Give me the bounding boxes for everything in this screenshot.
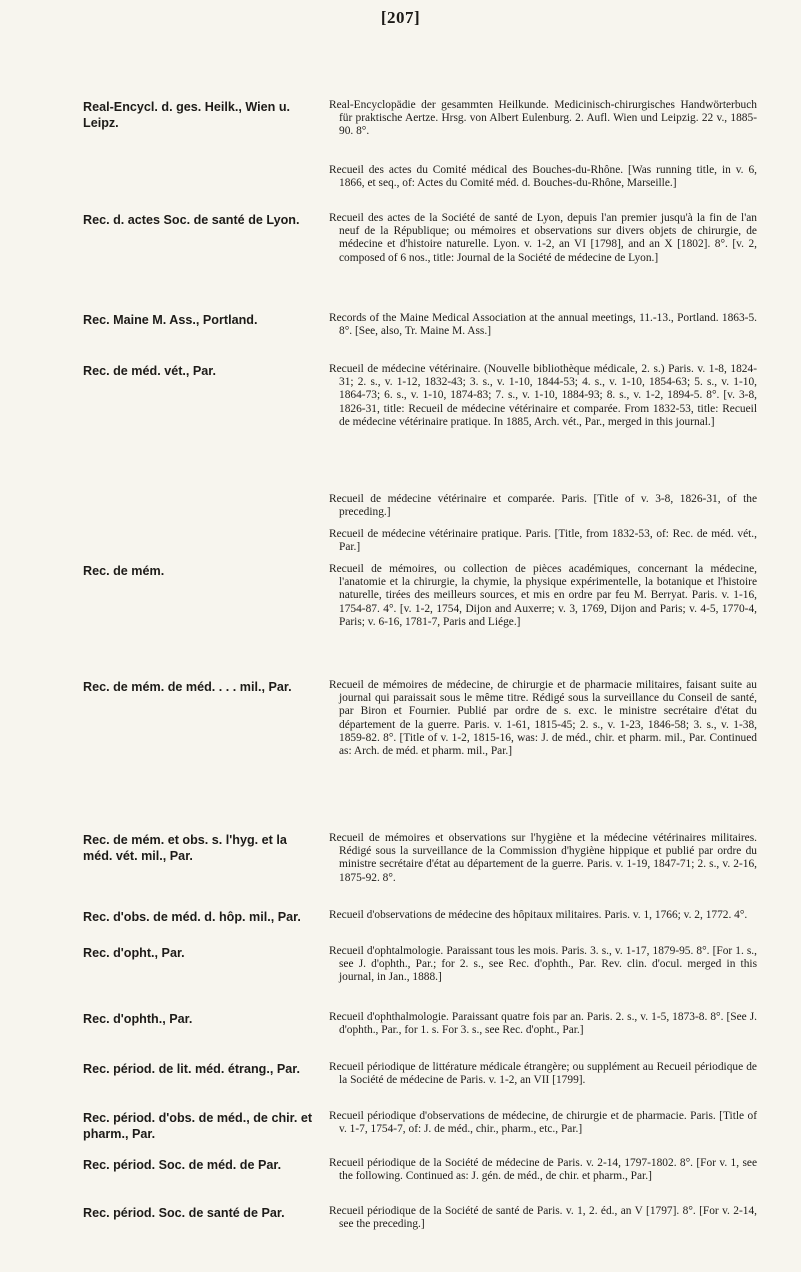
entry-text: Records of the Maine Medical Association at the annual meetings, 11.-13., Portland. 1863-5. 8°. [See, also, Tr. Maine M. Ass.] <box>329 312 757 338</box>
entry-abbreviation: Rec. périod. Soc. de méd. de Par. <box>83 1158 282 1172</box>
entry-text: Recueil de mémoires de médecine, de chirurgie et de pharmacie militaires, faisant suite au journal qui paraissait sous le même titre. Rédigé sous la surveillance du Conseil de santé, par Biron et Fournier. Publié par ordre de s. exc. le ministre secrétaire d'état du département de la guerre. Paris. v. 1-61, 1815-45; 2. s., v. 1-23, 1846-58; 3. s., v. 1-38, 1859-82. 8°. [Title of v. 1-2, 1815-16, was: J. de méd., chir. et pharm. mil., Par. Continued as: Arch. de méd. et pharm. mil., Par.] <box>329 679 757 758</box>
entry-text: Recueil de médecine vétérinaire. (Nouvelle bibliothèque médicale, 2. s.) Paris. v. 1-8, 1824-31; 2. s., v. 1-12, 1832-43; 3. s., v. 1-10, 1844-53; 4. s., v. 1-10, 1854-63; 5. s., v. 1-10, 1864-73; 6. s., v. 1-10, 1874-83; 7. s., v. 1-10, 1884-93; 8. s., v. 1-2, 1894-5. 8°. [v. 3-8, 1826-31, title: Recueil de médecine vétérinaire et comparée. From 1832-53, title: Recueil de médecine vétérinaire pratique. In 1885, Arch. vét., Par., merged in this journal.] <box>329 363 757 428</box>
entry-text: Recueil d'ophtalmologie. Paraissant tous les mois. Paris. 3. s., v. 1-17, 1879-95. 8°. [For 1. s., see J. d'ophth., Par.; for 2. s., see Rec. d'ophth., Par. Rev. clin. d'ocul. merged in this journal, in Jan., 1888.] <box>329 945 757 984</box>
entry-text: Recueil de mémoires et observations sur l'hygiène et la médecine vétérinaires militaires. Rédigé sous la surveillance de la Commission d'hygiène hippique et publié par ordre du ministre secrétaire d'état au département de la guerre. Paris. v. 1-19, 1847-71; 2. s., v. 2-16, 1875-92. 8°. <box>329 832 757 884</box>
entry-abbreviation: Rec. de mém. et obs. s. l'hyg. et la méd. vét. mil., Par. <box>83 833 287 863</box>
entry-text: Recueil des actes du Comité médical des Bouches-du-Rhône. [Was running title, in v. 6, 1866, et seq., of: Actes du Comité méd. d. Bouches-du-Rhône, Marseille.] <box>329 164 757 190</box>
entry-text: Recueil d'ophthalmologie. Paraissant quatre fois par an. Paris. 2. s., v. 1-5, 1873-8. 8°. [See J. d'ophth., Par., for 1. s. For 3. s., see Rec. d'opht., Par.] <box>329 1011 757 1037</box>
entry-abbreviation: Rec. d. actes Soc. de santé de Lyon. <box>83 213 300 227</box>
entry-abbreviation: Rec. de mém. <box>83 564 165 578</box>
entry-text: Real-Encyclopädie der gesammten Heilkunde. Medicinisch-chirurgisches Handwörterbuch für praktische Aertze. Hrsg. von Albert Eulenburg. 2. Aufl. Wien und Leipzig. 22 v., 1885-90. 8°. <box>329 99 757 138</box>
entry-abbreviation: Rec. de méd. vét., Par. <box>83 364 216 378</box>
entry-abbreviation: Rec. d'ophth., Par. <box>83 1012 193 1026</box>
entry-text: Recueil périodique de la Société de médecine de Paris. v. 2-14, 1797-1802. 8°. [For v. 1, see the following. Continued as: J. gén. de méd., de chir. et pharm., Par.] <box>329 1157 757 1183</box>
entry-abbreviation: Rec. périod. de lit. méd. étrang., Par. <box>83 1062 300 1076</box>
entry-abbreviation: Rec. d'obs. de méd. d. hôp. mil., Par. <box>83 910 301 924</box>
entry-text: Recueil d'observations de médecine des hôpitaux militaires. Paris. v. 1, 1766; v. 2, 1772. 4°. <box>329 909 748 921</box>
entry-abbreviation: Rec. de mém. de méd. . . . mil., Par. <box>83 680 292 694</box>
entry-text: Recueil périodique de la Société de santé de Paris. v. 1, 2. éd., an V [1797]. 8°. [For v. 2-14, see the preceding.] <box>329 1205 757 1231</box>
entry-text: Recueil de mémoires, ou collection de pièces académiques, concernant la médecine, l'anatomie et la chirurgie, la chymie, la physique expérimentelle, la botanique et l'histoire naturelle, tirées des meilleurs sources, et mis en ordre par feu M. Berryat. Paris. v. 1-16, 1754-87. 4°. [v. 1-2, 1754, Dijon and Auxerre; v. 3, 1769, Dijon and Paris; v. 4-5, 1770-4, Paris; v. 6-16, 1781-7, Paris and Liége.] <box>329 563 757 628</box>
entry-abbreviation: Rec. d'opht., Par. <box>83 946 185 960</box>
entry-abbreviation: Rec. périod. Soc. de santé de Par. <box>83 1206 285 1220</box>
entry-text: Recueil des actes de la Société de santé de Lyon, depuis l'an premier jusqu'à la fin de l'an neuf de la République; ou mémoires et observations sur divers objets de chirurgie, de médecine et d'histoire naturelle. Lyon. v. 1-2, an VI [1798], and an X [1802]. 8°. [v. 2, composed of 6 nos., title: Journal de la Société de médecine de Lyon.] <box>329 212 757 264</box>
entry-text: Recueil de médecine vétérinaire et comparée. Paris. [Title of v. 3-8, 1826-31, of the preceding.] <box>329 493 757 519</box>
entry-text: Recueil de médecine vétérinaire pratique. Paris. [Title, from 1832-53, of: Rec. de méd. vét., Par.] <box>329 528 757 554</box>
entry-abbreviation: Rec. Maine M. Ass., Portland. <box>83 313 258 327</box>
entry-abbreviation: Rec. périod. d'obs. de méd., de chir. et pharm., Par. <box>83 1111 313 1141</box>
entry-abbreviation: Real-Encycl. d. ges. Heilk., Wien u. Leipz. <box>83 100 291 130</box>
entry-text: Recueil périodique de littérature médicale étrangère; ou supplément au Recueil périodique de la Société de médecine de Paris. v. 1-2, an VII [1799]. <box>329 1061 757 1087</box>
page-number: [207] <box>380 8 421 27</box>
entry-text: Recueil périodique d'observations de médecine, de chirurgie et de pharmacie. Paris. [Title of v. 1-7, 1754-7, of: J. de méd., chir., pharm., etc., Par.] <box>329 1110 757 1136</box>
